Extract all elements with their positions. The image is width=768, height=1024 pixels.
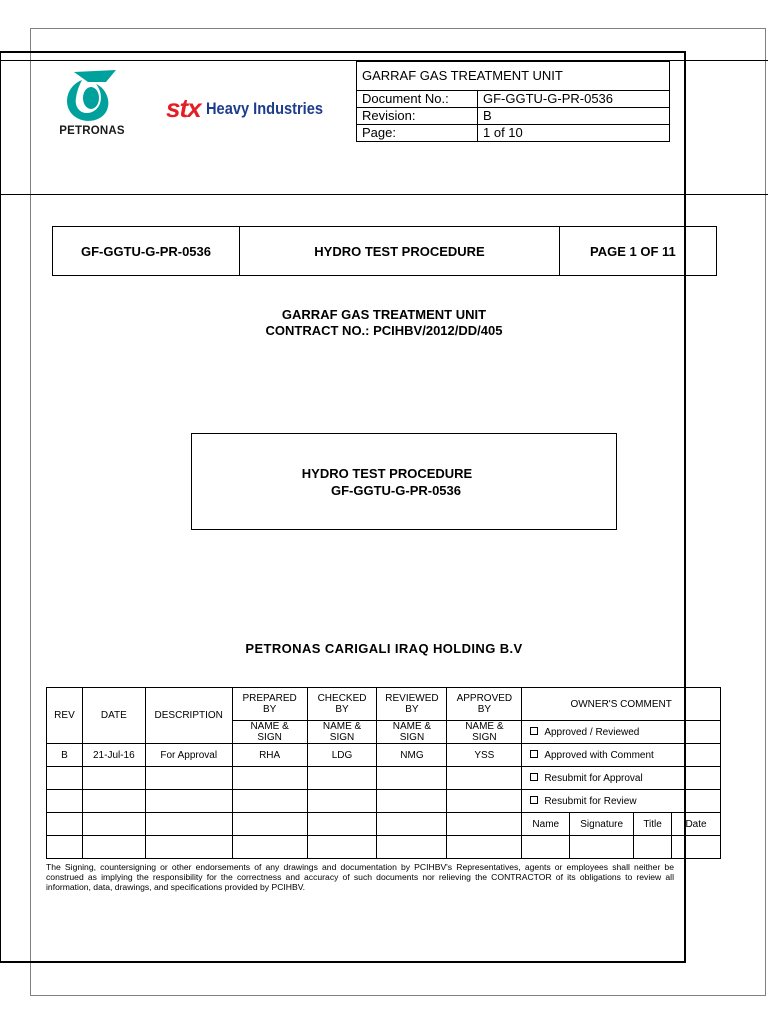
- document-number-value: GF-GGTU-G-PR-0536: [478, 91, 670, 108]
- header-description: DESCRIPTION: [145, 688, 232, 744]
- owner-date-label: Date: [672, 813, 721, 836]
- row-approved: YSS: [447, 744, 522, 767]
- stx-logo: [166, 93, 346, 125]
- project-name: GARRAF GAS TREATMENT UNIT: [281, 307, 487, 322]
- petronas-emblem-icon: [44, 66, 140, 126]
- title-bar-page: PAGE 1 OF 11: [560, 227, 717, 276]
- title-bar-title: HYDRO TEST PROCEDURE: [240, 227, 560, 276]
- checkbox-icon: [530, 750, 538, 758]
- stx-logo-text: Heavy Industries: [206, 98, 324, 118]
- revision-value: B: [478, 108, 670, 125]
- table-row: [47, 790, 721, 813]
- option-resubmit-approval: Resubmit for Approval: [522, 767, 721, 790]
- page-label: Page:: [357, 125, 478, 142]
- contract-number: CONTRACT NO.: PCIHBV/2012/DD/405: [265, 323, 503, 338]
- checkbox-icon: [530, 727, 538, 735]
- row-date: 21-Jul-16: [82, 744, 145, 767]
- option-approved-with-comment: Approved with Comment: [522, 744, 721, 767]
- petronas-logo: [44, 66, 140, 140]
- title-bar-doc-number: GF-GGTU-G-PR-0536: [53, 227, 240, 276]
- option-approved-reviewed: Approved / Reviewed: [522, 721, 721, 744]
- owner-signature-label: Signature: [570, 813, 634, 836]
- procedure-number: GF-GGTU-G-PR-0536: [330, 483, 461, 498]
- row-prepared: RHA: [232, 744, 307, 767]
- checkbox-icon: [530, 773, 538, 781]
- row-rev: B: [47, 744, 83, 767]
- title-bar: [52, 226, 717, 276]
- disclaimer-text: The Signing, countersigning or other endorsements of any drawings and documentation by PCIHBV's Representatives, agents or employees shall neither be construed as implying the responsibility for the correctness and accuracy of such documents nor relieving the CONTRACTOR of its obligations to review all information, data, drawings, and specifications provided by PCIHBV.: [46, 862, 674, 892]
- table-row: [47, 836, 721, 859]
- revision-approval-table: [46, 687, 721, 859]
- prepared-name-sign: NAME & SIGN: [232, 721, 307, 744]
- approved-name-sign: NAME & SIGN: [447, 721, 522, 744]
- procedure-title: HYDRO TEST PROCEDURE: [301, 466, 473, 481]
- option-resubmit-review: Resubmit for Review: [522, 790, 721, 813]
- table-row: [47, 744, 721, 767]
- header-bottom-rule: [0, 194, 768, 195]
- header-approved-by: APPROVED BY: [447, 688, 522, 721]
- header-rev: REV: [47, 688, 83, 744]
- stx-logo-brand: stx: [166, 93, 201, 123]
- owner-name-label: Name: [522, 813, 570, 836]
- revision-label: Revision:: [357, 108, 478, 125]
- page-value: 1 of 10: [478, 125, 670, 142]
- header-owners-comment: OWNER'S COMMENT: [522, 688, 721, 721]
- table-header-row: [47, 688, 721, 721]
- row-checked: LDG: [307, 744, 377, 767]
- row-description: For Approval: [145, 744, 232, 767]
- header-checked-by: CHECKED BY: [307, 688, 377, 721]
- petronas-wordmark: PETRONAS: [59, 125, 125, 137]
- document-info-table: [356, 61, 670, 142]
- owner-title-label: Title: [634, 813, 672, 836]
- table-row: [47, 767, 721, 790]
- checkbox-icon: [530, 796, 538, 804]
- header-date: DATE: [82, 688, 145, 744]
- row-reviewed: NMG: [377, 744, 447, 767]
- company-name: PETRONAS CARIGALI IRAQ HOLDING B.V: [245, 641, 523, 656]
- project-name-cell: GARRAF GAS TREATMENT UNIT: [357, 62, 670, 91]
- reviewed-name-sign: NAME & SIGN: [377, 721, 447, 744]
- header-reviewed-by: REVIEWED BY: [377, 688, 447, 721]
- procedure-title-box: [191, 433, 617, 530]
- checked-name-sign: NAME & SIGN: [307, 721, 377, 744]
- table-row: [47, 813, 721, 836]
- header-prepared-by: PREPARED BY: [232, 688, 307, 721]
- document-number-label: Document No.:: [357, 91, 478, 108]
